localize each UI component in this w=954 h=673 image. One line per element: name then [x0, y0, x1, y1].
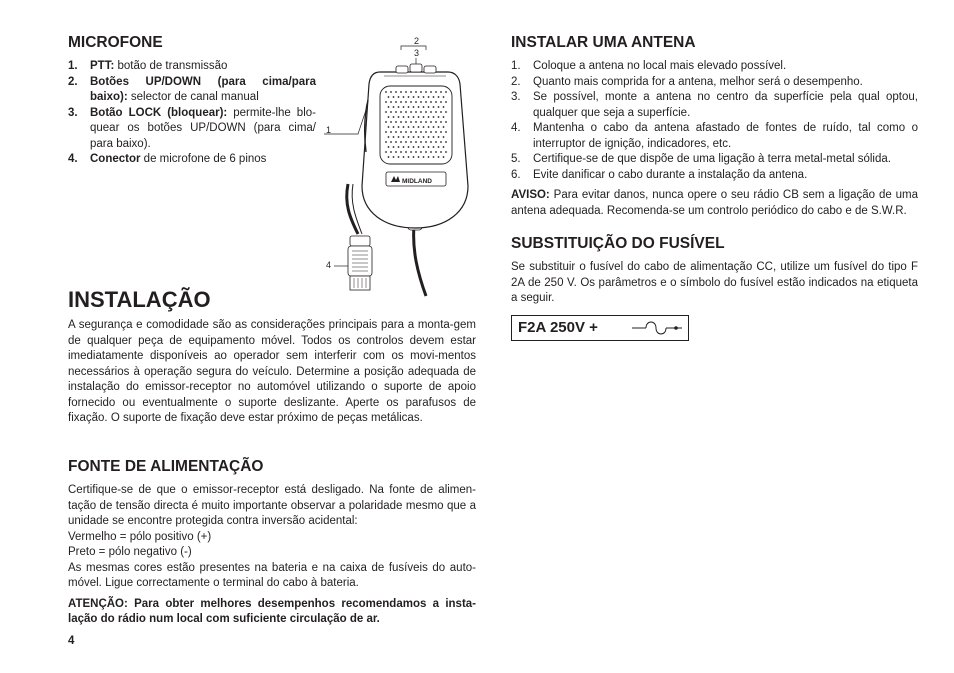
- power-black-line: Preto = pólo negativo (-): [68, 546, 192, 558]
- antenna-heading: INSTALAR UMA ANTENA: [511, 34, 696, 51]
- power-supply-heading: FONTE DE ALIMENTAÇÃO: [68, 458, 264, 475]
- list-item: 4. Mantenha o cabo da antena afastado de fontes de ruído, tal como o interruptor de ignição, indicadores, etc.: [511, 122, 918, 150]
- antenna-steps-list: [511, 59, 918, 183]
- list-item: 2. Quanto mais comprida for a antena, melhor será o desempenho.: [511, 75, 863, 88]
- antenna-section: [511, 34, 918, 219]
- power-paragraph-1: Certifique-se de que o emissor-receptor está desligado. Na fonte de alimen-tação de tensão directa é muito importante observar a polaridade mesmo que a unidade se encontre protegida contra inversão acidental:: [68, 484, 476, 527]
- list-item: 1. Coloque a antena no local mais elevado possível.: [511, 60, 787, 72]
- list-item: 3. Se possível, monte a antena no centro da superfície pela qual optou, qualquer que seja a superfície.: [511, 91, 918, 119]
- fuse-heading: SUBSTITUIÇÃO DO FUSÍVEL: [511, 235, 725, 252]
- callout-1: 1: [326, 125, 332, 135]
- microphone-illustration: [322, 36, 482, 298]
- installation-body: A segurança e comodidade são as considerações principais para a monta-gem de qualquer peça de equipamento móvel. Todos os controlos devem estar imediatamente disponíveis ao operador sem interferir com os movi-mentos necessários à operação segura do veículo. Determine a posição adequada de instalação do emissor-receptor no automóvel utilizando o suporte de apoio fornecido ou eventualmente o suporte deslizante. Aperte os parafusos de fixação. O suporte de fixação deve estar próximo de peças metálicas.: [68, 319, 476, 424]
- power-warning: ATENÇÃO: Para obter melhores desempenhos recomendamos a insta-lação do rádio num local com suficiente circulação de ar.: [68, 597, 476, 625]
- fuse-label-box: [511, 315, 689, 341]
- list-item: 3. Botão LOCK (bloquear): permite-lhe blo-quear os botões UP/DOWN (para cima/ para baixo).: [68, 106, 316, 150]
- fuse-body: Se substituir o fusível do cabo de alimentação CC, utilize um fusível do tipo F 2A de 250 V. Os parâmetros e o símbolo do fusível estão indicados na etiqueta a seguir.: [511, 261, 918, 304]
- page-number: 4: [68, 635, 75, 647]
- antenna-warning: AVISO: Para evitar danos, nunca opere o seu rádio CB sem a ligação de uma antena adequada. Recomenda-se um controlo periódico do cabo e de S.W.R.: [511, 189, 918, 217]
- fuse-rating-label: F2A 250V +: [518, 318, 598, 336]
- microphone-section: [68, 34, 316, 168]
- list-item: 2. Botões UP/DOWN (para cima/para baixo): selector de canal manual: [68, 75, 316, 103]
- microphone-parts-list: [68, 59, 316, 168]
- list-item: 6. Evite danificar o cabo durante a instalação da antena.: [511, 168, 808, 181]
- installation-section: [68, 287, 476, 427]
- callout-3: 3: [414, 48, 420, 58]
- fuse-section: [511, 235, 918, 341]
- power-red-line: Vermelho = pólo positivo (+): [68, 530, 212, 543]
- fuse-symbol-icon: [632, 318, 684, 338]
- callout-2: 2: [414, 36, 420, 46]
- brand-logo-text: MIDLAND: [402, 178, 432, 185]
- list-item: 4. Conector de microfone de 6 pinos: [68, 153, 267, 165]
- callout-4: 4: [326, 260, 332, 270]
- power-paragraph-2: As mesmas cores estão presentes na bateria e na caixa de fusíveis do auto-móvel. Ligue correctamente o terminal do cabo à bateria.: [68, 561, 476, 589]
- list-item: 1. PTT: botão de transmissão: [68, 60, 228, 72]
- installation-heading: INSTALAÇÃO: [68, 287, 211, 312]
- power-supply-section: [68, 458, 476, 628]
- list-item: 5. Certifique-se de que dispõe de uma ligação à terra metal-metal sólida.: [511, 153, 891, 165]
- microphone-heading: MICROFONE: [68, 34, 163, 51]
